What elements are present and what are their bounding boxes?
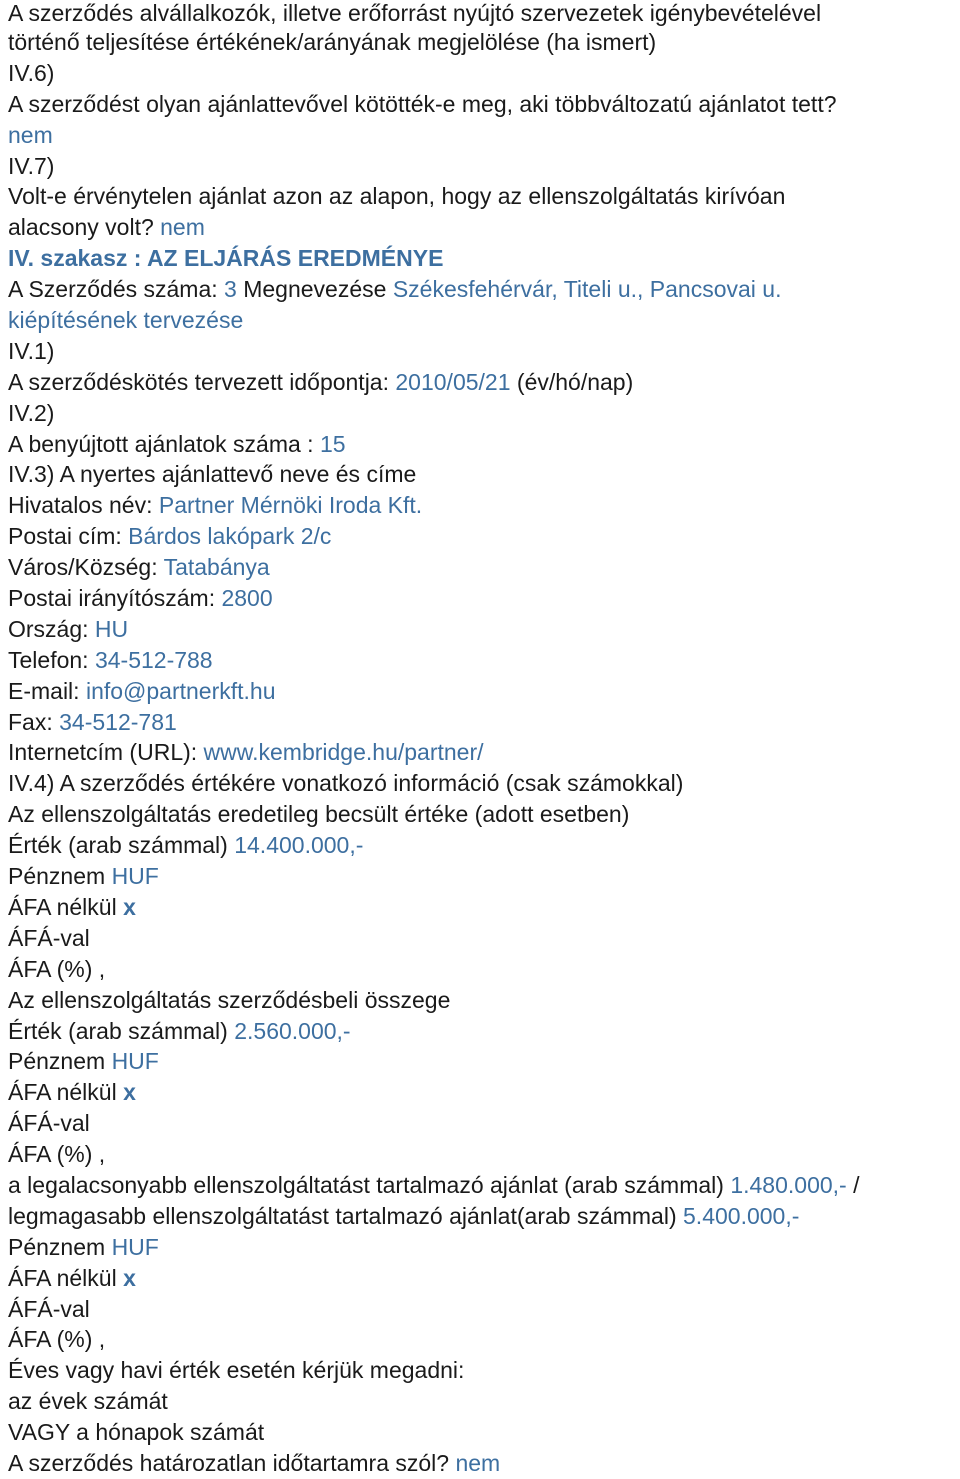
field-value: Partner Mérnöki Iroda Kft. <box>158 492 423 519</box>
document-line <box>8 490 960 521</box>
field-value: x <box>123 1079 136 1106</box>
document-line <box>8 1294 960 1325</box>
document-line <box>8 614 960 645</box>
field-label: Az ellenszolgáltatás szerződésbeli összege <box>8 986 451 1013</box>
field-label: A szerződés alvállalkozók, illetve erőforrást nyújtó szervezetek igénybevételével <box>8 0 822 26</box>
document-line <box>8 151 960 182</box>
field-label: Ország: <box>8 615 95 642</box>
field-value: 2800 <box>221 585 273 612</box>
field-label: A szerződést olyan ajánlattevővel kötötték-e meg, aki többváltozatú ajánlatot tett? <box>8 90 837 117</box>
document-line <box>8 645 960 676</box>
field-value: HUF <box>111 1048 159 1075</box>
field-label: IV.2) <box>8 399 55 426</box>
field-label: ÁFA nélkül <box>8 1264 124 1291</box>
field-value: 5.400.000,- <box>683 1202 800 1229</box>
document-line <box>8 676 960 707</box>
document-line <box>8 1232 960 1263</box>
field-label: IV.1) <box>8 337 55 364</box>
document-line <box>8 954 960 985</box>
field-label: ÁFÁ-val <box>8 924 90 951</box>
document-line <box>8 1170 960 1201</box>
field-label: Postai irányítószám: <box>8 585 222 612</box>
field-value: HU <box>94 615 129 642</box>
document-line <box>8 583 960 614</box>
field-label: Pénznem <box>8 863 112 890</box>
field-value: Tatabánya <box>163 554 270 581</box>
field-label: IV.3) A nyertes ajánlattevő neve és címe <box>8 461 417 488</box>
document-line <box>8 58 960 89</box>
document-line <box>8 243 960 274</box>
field-value: HUF <box>111 1233 159 1260</box>
document-line <box>8 521 960 552</box>
document-line <box>8 1016 960 1047</box>
field-value: nem <box>8 121 53 148</box>
field-label: E-mail: <box>8 677 86 704</box>
field-label: legmagasabb ellenszolgáltatást tartalmazó ajánlat(arab számmal) <box>8 1202 684 1229</box>
field-label: ÁFÁ-val <box>8 1110 90 1137</box>
document-line <box>8 1108 960 1139</box>
field-label: A szerződés határozatlan időtartamra szól? <box>8 1449 456 1476</box>
document-line <box>8 1386 960 1417</box>
field-value: www.kembridge.hu/partner/ <box>203 739 484 766</box>
field-label: VAGY a hónapok számát <box>8 1419 265 1446</box>
field-label: A Szerződés száma: <box>8 276 225 303</box>
field-value: HUF <box>111 863 159 890</box>
field-label: Telefon: <box>8 646 95 673</box>
field-label: Internetcím (URL): <box>8 739 204 766</box>
document-line <box>8 1417 960 1448</box>
field-label: IV.7) <box>8 152 55 179</box>
field-label: Pénznem <box>8 1048 112 1075</box>
field-label: Hivatalos név: <box>8 492 159 519</box>
document-line <box>8 1355 960 1386</box>
field-label: Postai cím: <box>8 523 129 550</box>
field-label: A benyújtott ajánlatok száma : <box>8 430 320 457</box>
field-value: nem <box>160 214 205 241</box>
field-value: 34-512-781 <box>59 708 177 735</box>
field-value: info@partnerkft.hu <box>85 677 276 704</box>
document-line <box>8 1077 960 1108</box>
field-label: ÁFA (%) , <box>8 1326 106 1353</box>
document-line <box>8 459 960 490</box>
document-line <box>8 1448 960 1479</box>
document-line <box>8 768 960 799</box>
document-line <box>8 181 960 212</box>
document-line <box>8 923 960 954</box>
document-line <box>8 305 960 336</box>
field-label: ÁFA (%) , <box>8 955 106 982</box>
field-value: kiépítésének tervezése <box>8 307 244 334</box>
field-label: IV.6) <box>8 59 55 86</box>
document-line <box>8 212 960 243</box>
document-line <box>8 27 960 58</box>
document-line <box>8 830 960 861</box>
field-label: IV.4) A szerződés értékére vonatkozó információ (csak számokkal) <box>8 770 684 797</box>
field-label: ÁFA nélkül <box>8 1079 124 1106</box>
field-label: az évek számát <box>8 1388 168 1415</box>
document-line <box>8 1046 960 1077</box>
field-label: Város/Község: <box>8 554 164 581</box>
document-line <box>8 985 960 1016</box>
field-value: 15 <box>319 430 346 457</box>
field-label: Éves vagy havi érték esetén kérjük megadni: <box>8 1357 465 1384</box>
field-value: x <box>123 893 136 920</box>
field-label: a legalacsonyabb ellenszolgáltatást tartalmazó ajánlat (arab számmal) <box>8 1171 731 1198</box>
document-line <box>8 398 960 429</box>
field-label: Érték (arab számmal) <box>8 832 235 859</box>
field-value: 2010/05/21 <box>395 368 511 395</box>
document-line <box>8 429 960 460</box>
field-label: ÁFA nélkül <box>8 893 124 920</box>
document-line <box>8 1139 960 1170</box>
field-label: alacsony volt? <box>8 214 161 241</box>
field-label: / <box>846 1171 860 1198</box>
field-label: Fax: <box>8 708 60 735</box>
field-value: x <box>123 1264 136 1291</box>
field-label: Pénznem <box>8 1233 112 1260</box>
field-value: nem <box>455 1449 501 1476</box>
document-line <box>8 707 960 738</box>
field-label: Megnevezése <box>236 276 393 303</box>
field-value: 3 <box>224 276 237 303</box>
field-value: 34-512-788 <box>94 646 213 673</box>
document-line <box>8 1201 960 1232</box>
field-value: 1.480.000,- <box>730 1171 847 1198</box>
document-line <box>8 737 960 768</box>
field-label: ÁFÁ-val <box>8 1295 90 1322</box>
document-line <box>8 336 960 367</box>
document-line <box>8 1263 960 1294</box>
field-label: A szerződéskötés tervezett időpontja: <box>8 368 396 395</box>
document-line <box>8 799 960 830</box>
field-value: IV. szakasz : AZ ELJÁRÁS EREDMÉNYE <box>8 245 444 272</box>
field-value: 2.560.000,- <box>234 1017 351 1044</box>
document-line <box>8 0 960 27</box>
field-label: Volt-e érvénytelen ajánlat azon az alapon, hogy az ellenszolgáltatás kirívóan <box>8 183 786 210</box>
document-line <box>8 89 960 120</box>
document-line <box>8 274 960 305</box>
document-line <box>8 120 960 151</box>
field-value: Bárdos lakópark 2/c <box>128 523 332 550</box>
field-label: (év/hó/nap) <box>510 368 634 395</box>
field-label: Az ellenszolgáltatás eredetileg becsült értéke (adott esetben) <box>8 801 630 828</box>
document-line <box>8 861 960 892</box>
field-value: Székesfehérvár, Titeli u., Pancsovai u. <box>392 276 782 303</box>
field-label: ÁFA (%) , <box>8 1141 106 1168</box>
document-line <box>8 367 960 398</box>
document-line <box>8 892 960 923</box>
field-value: 14.400.000,- <box>234 832 364 859</box>
field-label: Érték (arab számmal) <box>8 1017 235 1044</box>
field-label: történő teljesítése értékének/arányának megjelölése (ha ismert) <box>8 29 657 55</box>
document-line <box>8 1324 960 1355</box>
document-line <box>8 552 960 583</box>
